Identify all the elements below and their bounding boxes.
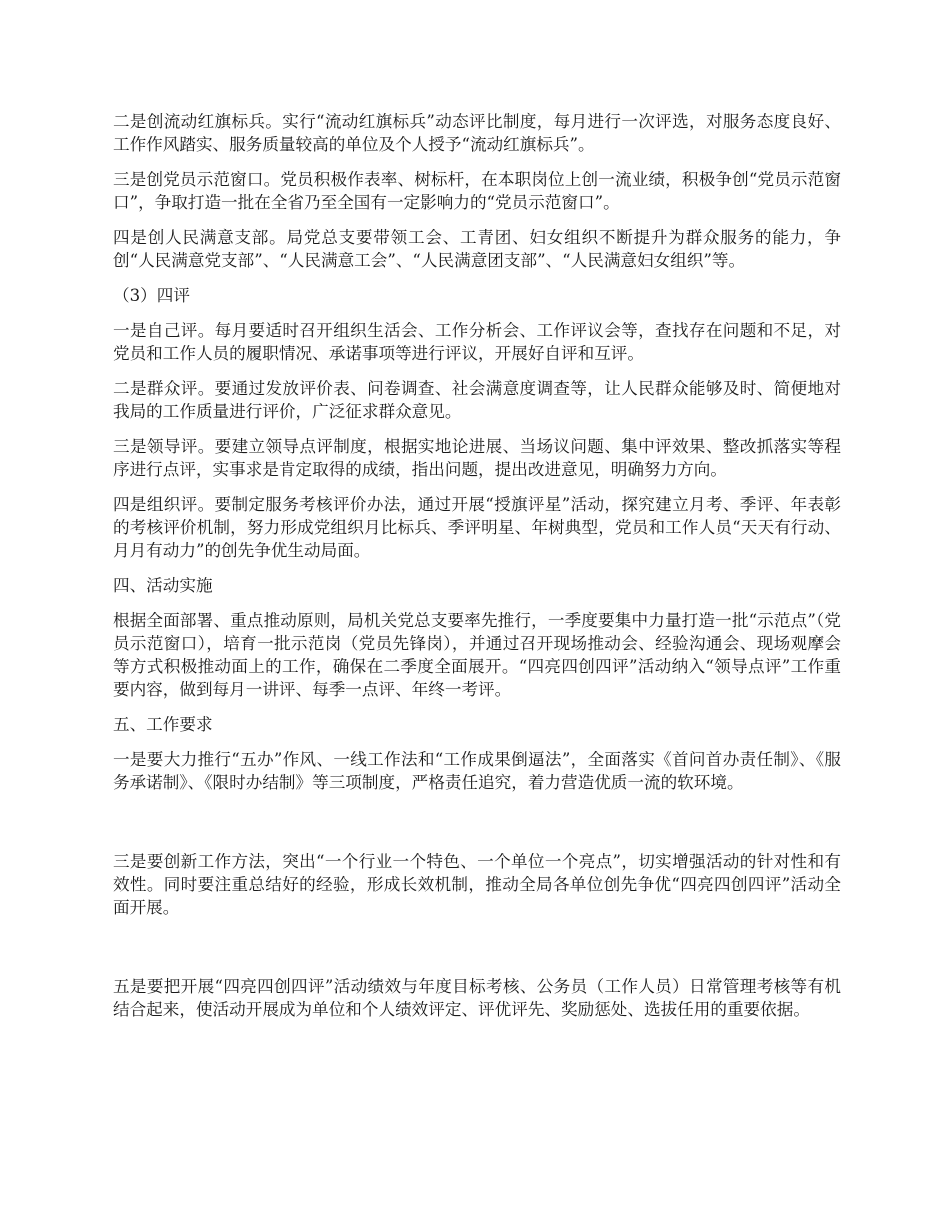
paragraph-self-evaluation: 一是自己评。每月要适时召开组织生活会、工作分析会、工作评议会等，查找存在问题和不足，对党员和工作人员的履职情况、承诺事项等进行评议，开展好自评和互评。	[113, 321, 841, 363]
paragraph-create-red-flag: 二是创流动红旗标兵。实行“流动红旗标兵”动态评比制度，每月进行一次评选，对服务态度良好、工作作风踏实、服务质量较高的单位及个人授予“流动红旗标兵”。	[113, 112, 841, 154]
paragraph-organization-evaluation: 四是组织评。要制定服务考核评价办法，通过开展“授旗评星”活动，探究建立月考、季评、年表彰的考核评价机制，努力形成党组织月比标兵、季评明星、年树典型，党员和工作人员“天天有行动、月月有动力”的创先争优生动局面。	[113, 495, 841, 560]
blank-gap	[113, 931, 841, 975]
section-heading-four-evaluations: （3）四评	[113, 286, 190, 305]
paragraph-implementation: 根据全面部署、重点推动原则，局机关党总支要率先推行，一季度要集中力量打造一批“示范点”（党员示范窗口），培育一批示范岗（党员先锋岗），并通过召开现场推动会、经验沟通会、现场观摩会等方式积极推动面上的工作，确保在二季度全面展开。“四亮四创四评”活动纳入“领导点评”工作重要内容，做到每月一讲评、每季一点评、年终一考评。	[113, 611, 841, 699]
paragraph-requirement-three: 三是要创新工作方法，突出“一个行业一个特色、一个单位一个亮点”，切实增强活动的针对性和有效性。同时要注重总结好的经验，形成长效机制，推动全局各单位创先争优“四亮四创四评”活动全面开展。	[113, 852, 841, 917]
paragraph-create-satisfied-branch: 四是创人民满意支部。局党总支要带领工会、工青团、妇女组织不断提升为群众服务的能力，争创“人民满意党支部”、“人民满意工会”、“人民满意团支部”、“人民满意妇女组织”等。	[113, 228, 841, 270]
paragraph-requirement-one: 一是要大力推行“五办”作风、一线工作法和“工作成果倒逼法”，全面落实《首问首办责任制》、《服务承诺制》、《限时办结制》等三项制度，严格责任追究，着力营造优质一流的软环境。	[113, 750, 841, 792]
section-heading-requirements: 五、工作要求	[113, 715, 213, 734]
paragraph-create-party-window: 三是创党员示范窗口。党员积极作表率、树标杆，在本职岗位上创一流业绩，积极争创“党员示范窗口”，争取打造一批在全省乃至全国有一定影响力的“党员示范窗口”。	[113, 170, 841, 212]
paragraph-leader-evaluation: 三是领导评。要建立领导点评制度，根据实地论进展、当场议问题、集中评效果、整改抓落实等程序进行点评，实事求是肯定取得的成绩，指出问题，提出改进意见，明确努力方向。	[113, 437, 841, 479]
document-body	[113, 110, 841, 1033]
paragraph-requirement-five: 五是要把开展“四亮四创四评”活动绩效与年度目标考核、公务员（工作人员）日常管理考核等有机结合起来，使活动开展成为单位和个人绩效评定、评优评先、奖励惩处、选拔任用的重要依据。	[113, 977, 841, 1019]
paragraph-public-evaluation: 二是群众评。要通过发放评价表、问卷调查、社会满意度调查等，让人民群众能够及时、简便地对我局的工作质量进行评价，广泛征求群众意见。	[113, 379, 841, 421]
section-heading-implementation: 四、活动实施	[113, 576, 213, 595]
blank-gap	[113, 806, 841, 850]
